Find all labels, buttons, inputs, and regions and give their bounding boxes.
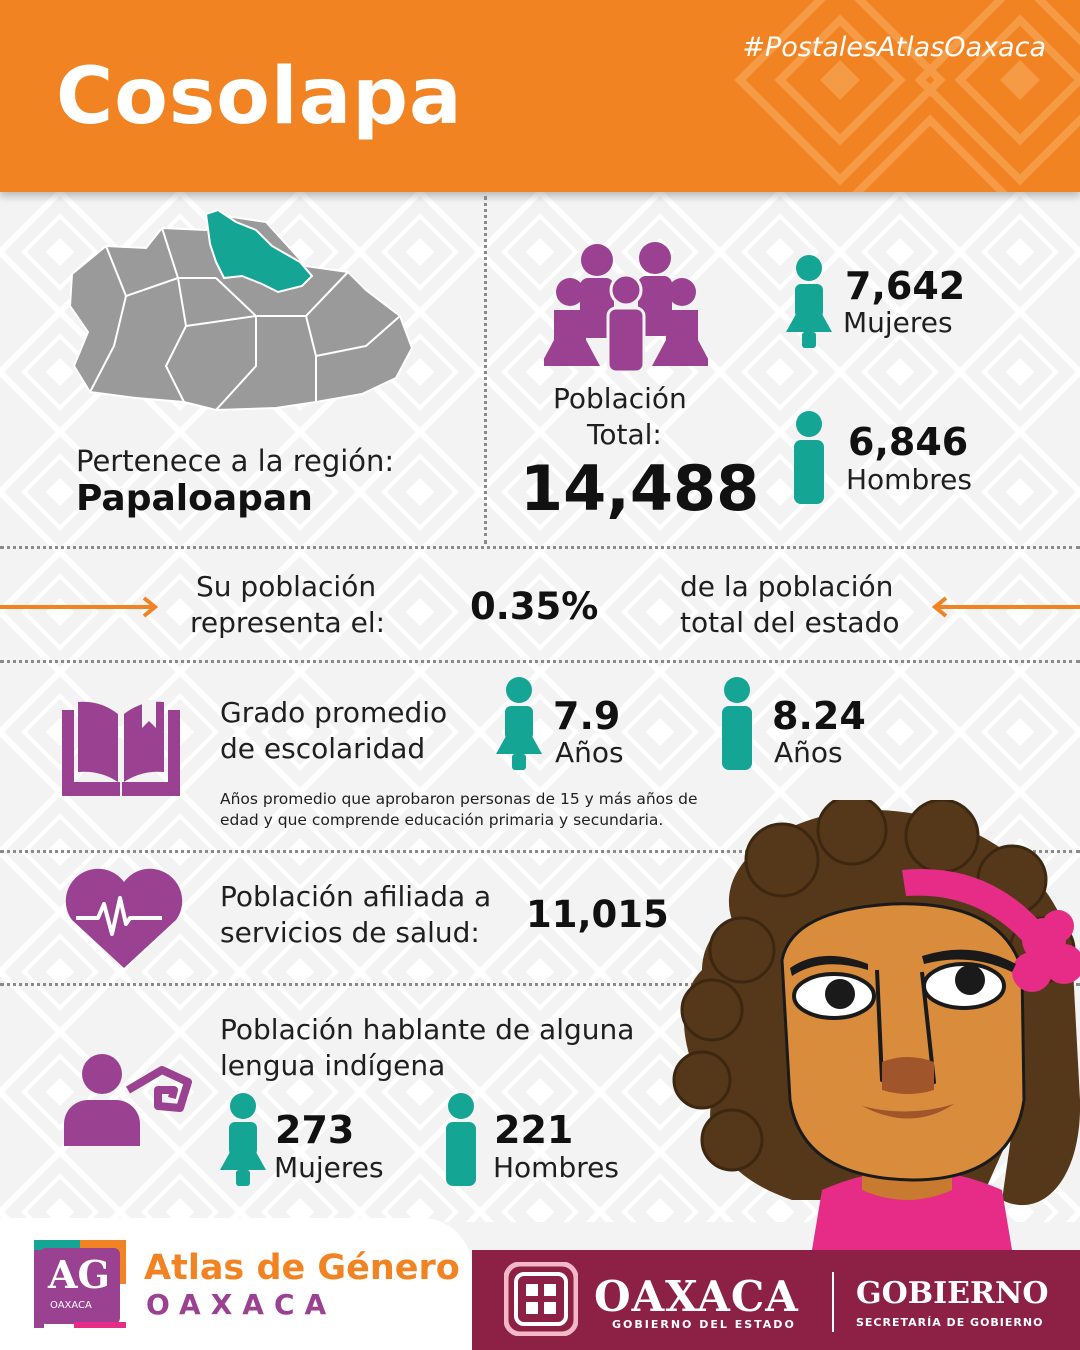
- schooling-title-line1: Grado promedio: [220, 696, 448, 729]
- health-value: 11,015: [526, 893, 669, 936]
- indigenous-women-value: 273: [275, 1108, 355, 1152]
- face: [782, 904, 1024, 1180]
- indigenous-label-line2: lengua indígena: [220, 1049, 446, 1082]
- header-pattern: [720, 0, 1080, 192]
- speaker-icon: [62, 1052, 192, 1146]
- arrow-right-icon: [0, 596, 160, 618]
- divider: [0, 660, 1080, 663]
- share-right-line2: total del estado: [680, 606, 900, 639]
- woman-icon: [494, 676, 544, 772]
- population-women-value: 7,642: [845, 264, 966, 308]
- arrow-left-icon: [930, 596, 1080, 618]
- man-icon: [786, 410, 832, 506]
- share-left-line1: Su población: [196, 570, 377, 603]
- divider: [0, 546, 1080, 549]
- man-icon: [714, 676, 760, 772]
- gov-subtitle: SECRETARÍA DE GOBIERNO: [856, 1316, 1044, 1329]
- population-label-line2: Total:: [587, 418, 662, 451]
- page-title: Cosolapa: [56, 52, 463, 142]
- header-banner: [0, 0, 1080, 192]
- indigenous-label-line1: Población hablante de alguna: [220, 1013, 635, 1046]
- population-label-line1: Población: [553, 382, 687, 415]
- population-total: 14,488: [520, 452, 760, 525]
- share-value: 0.35%: [470, 585, 599, 628]
- population-men-value: 6,846: [848, 420, 969, 464]
- gov-title: GOBIERNO: [856, 1276, 1049, 1311]
- indigenous-women-label: Mujeres: [274, 1151, 384, 1184]
- schooling-note-line1: Años promedio que aprobaron personas de 15 y más años de: [220, 790, 698, 808]
- share-left-line2: representa el:: [190, 606, 386, 639]
- schooling-note-line2: edad y que comprende educación primaria y secundaria.: [220, 811, 664, 829]
- health-label-line1: Población afiliada a: [220, 880, 492, 913]
- region-label: Pertenece a la región:: [76, 444, 395, 478]
- woman-icon: [784, 254, 834, 350]
- heart-pulse-icon: [62, 868, 186, 968]
- footer-divider: [832, 1272, 834, 1332]
- oaxaca-map: [66, 206, 416, 416]
- hashtag: #PostalesAtlasOaxaca: [742, 32, 1046, 63]
- health-label-line2: servicios de salud:: [220, 916, 480, 949]
- logo-letters: AG: [48, 1252, 110, 1297]
- logo-sub: OAXACA: [50, 1300, 92, 1311]
- state-subtitle: GOBIERNO DEL ESTADO: [612, 1318, 796, 1331]
- schooling-women-unit: Años: [555, 736, 624, 769]
- book-icon: [58, 700, 184, 796]
- woman-icon: [218, 1092, 268, 1188]
- share-right-line1: de la población: [680, 570, 894, 603]
- schooling-women-value: 7.9: [553, 694, 621, 738]
- schooling-men-value: 8.24: [772, 694, 866, 738]
- divider-vertical: [484, 196, 487, 544]
- state-name: OAXACA: [594, 1272, 799, 1321]
- schooling-men-unit: Años: [774, 736, 843, 769]
- population-women-label: Mujeres: [843, 306, 953, 339]
- man-icon: [438, 1092, 484, 1188]
- indigenous-men-value: 221: [494, 1108, 574, 1152]
- population-men-label: Hombres: [846, 463, 972, 496]
- woman-illustration: [672, 800, 1080, 1250]
- region-name: Papaloapan: [76, 478, 313, 519]
- atlas-title: Atlas de Género: [144, 1248, 460, 1288]
- population-group-icon: [544, 240, 708, 372]
- indigenous-men-label: Hombres: [493, 1151, 619, 1184]
- atlas-subtitle: OAXACA: [146, 1288, 337, 1321]
- schooling-title-line2: de escolaridad: [220, 732, 426, 765]
- oaxaca-seal-icon: [504, 1262, 578, 1336]
